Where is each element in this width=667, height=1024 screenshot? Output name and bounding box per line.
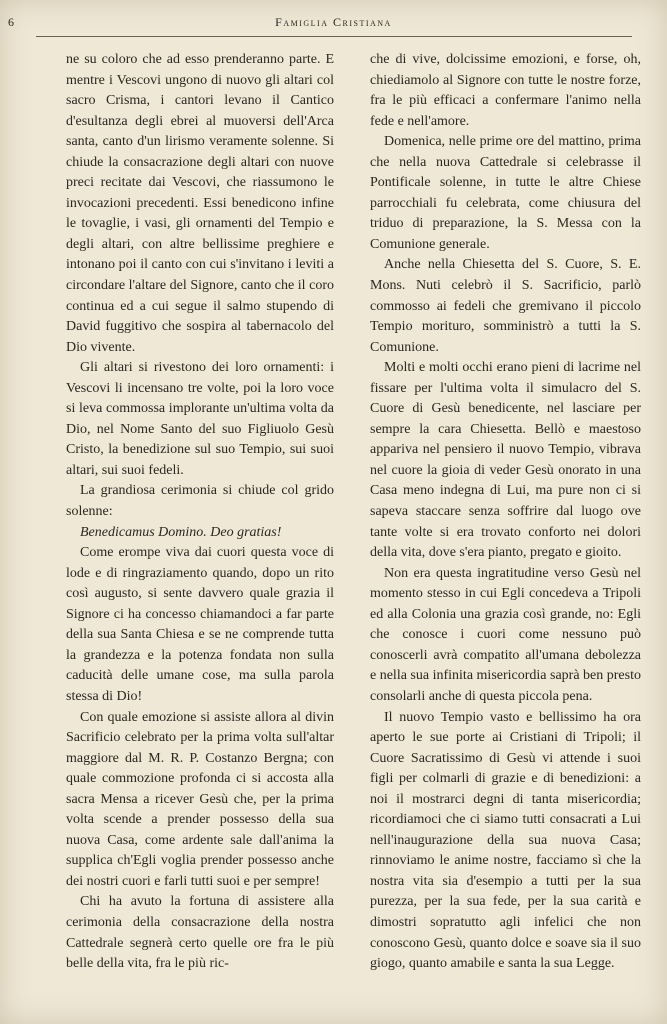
- paragraph: Domenica, nelle prime ore del mattino, prima che nella nuova Cattedrale si celebrasse il Pontificale solenne, in tutte le altre Chiese parrocchiali fu celebrata, come chiusura del triduo di preparazione, la S. Messa con la Comunione generale.: [370, 134, 641, 252]
- running-title: Famiglia Cristiana: [275, 15, 392, 29]
- paragraph: ne su coloro che ad esso prenderanno parte. E mentre i Vescovi ungono di nuovo gli altari col sacro Crisma, i cantori levano il Cantico d'esultanza degli ebrei al muoversi dell'Arca santa, canto d'un lirismo veramente solenne. Si chiude la consacrazione degli altari con nuove preci recitate dai Vescovi, che riassumono le invocazioni precedenti. Essi benedicono infine le tovaglie, i vasi, gli ornamenti del Tempio e degli altari, con altre bellissime preghiere e intonano poi il canto con cui s'invitano i leviti a circondare l'altare del Signore, canto che il coro continua ed a cui segue il salmo stupendo di David fuggitivo che sospira al tabernacolo del Dio vivente.: [66, 52, 334, 355]
- right-column: [370, 50, 641, 975]
- left-column: [66, 50, 334, 975]
- paragraph: La grandiosa cerimonia si chiude col grido solenne:: [66, 483, 334, 520]
- paragraph: Con quale emozione si assiste allora al divin Sacrificio celebrato per la prima volta sull'altar maggiore dal M. R. P. Costanzo Bergna; con quale commozione profonda ci si accosta alla sacra Mensa a ricever Gesù che, per la prima volta scende a prender possesso della sua nuova Casa, come ardente sale dall'anima la supplica ch'Egli voglia prender possesso anche dei nostri cuori e farli tutti suoi e per sempre!: [66, 709, 334, 889]
- page-number: 6: [8, 15, 14, 29]
- paragraph: Molti e molti occhi erano pieni di lacrime nel fissare per l'ultima volta il simulacro del S. Cuore di Gesù benedicente, nel lasciare per sempre la cara Chiesetta. Bellò e maestoso appariva nel pensiero il nuovo Tempio, vibrava nel cuore la gioia di veder Gesù onorato in una Casa meno indegna di Lui, ma pure non ci si sapeva staccare senza soffrire dal luogo ove tante volte si era trovato conforto nei dolori della vita, dove s'era pianto, pregato e gioito.: [370, 360, 641, 561]
- paragraph: Non era questa ingratitudine verso Gesù nel momento stesso in cui Egli concedeva a Tripoli ed alla Colonia una grazia così grande, no: Egli che conosce i cuori come nessuno può conoscerli avrà compatito all'umana debolezza e nella sua infinita misericordia saprà ben presto consolarli anche di questa piccola pena.: [370, 565, 641, 704]
- page-header: [0, 13, 667, 35]
- paragraph: Chi ha avuto la fortuna di assistere alla cerimonia della consacrazione della nostra Cattedrale segnerà certo quelle ore fra le più belle della vita, fra le più ric-: [66, 894, 334, 972]
- paragraph: che di vive, dolcissime emozioni, e forse, oh, chiediamolo al Signore con tutte le nostre forze, fra le più efficaci a confermare l'animo nella fede e nell'amore.: [370, 52, 641, 129]
- paragraph: Il nuovo Tempio vasto e bellissimo ha ora aperto le sue porte ai Cristiani di Tripoli; il Cuore Sacratissimo di Gesù vi attende i suoi figli per colmarli di grazie e di benedizioni: a noi il mostrarci degni di tanta misericordia; ricordiamoci che ci siamo tutti consacrati a Lui nell'inaugurazione della sua nuova Casa; rinnoviamo le anime nostre, facciamo sì che la nostra vita sia d'esempio a tutti per la sua purezza, per la sua fede, per la sua carità e dimostri sopratutto agli infelici che non conoscono Gesù, quanto dolce e soave sia il suo giogo, quanto amabile e santa la sua Legge.: [370, 709, 641, 972]
- header-rule: [36, 36, 632, 37]
- paragraph: Gli altari si rivestono dei loro ornamenti: i Vescovi li incensano tre volte, poi la loro voce si leva commossa implorante un'ultima volta da Dio, nel Nome Santo del suo Figliuolo Gesù Cristo, la benedizione sul suo Tempio, sui suoi altari, sui suoi fedeli.: [66, 360, 334, 478]
- paragraph: Come erompe viva dai cuori questa voce di lode e di ringraziamento quando, dopo un rito così augusto, si sente davvero quale grazia il Signore ci ha concesso chiamandoci a far parte della sua Santa Chiesa e se ne comprende tutta la grandezza e la potenza fondata non sulla caducità delle umane cose, ma sulla parola stessa di Dio!: [66, 545, 334, 704]
- paragraph: Anche nella Chiesetta del S. Cuore, S. E. Mons. Nuti celebrò il S. Sacrificio, parlò commosso ai fedeli che gremivano il piccolo Tempio morituro, somministrò a tutti la S. Comunione.: [370, 257, 641, 355]
- latin-acclamation: Benedicamus Domino. Deo gratias!: [80, 524, 282, 540]
